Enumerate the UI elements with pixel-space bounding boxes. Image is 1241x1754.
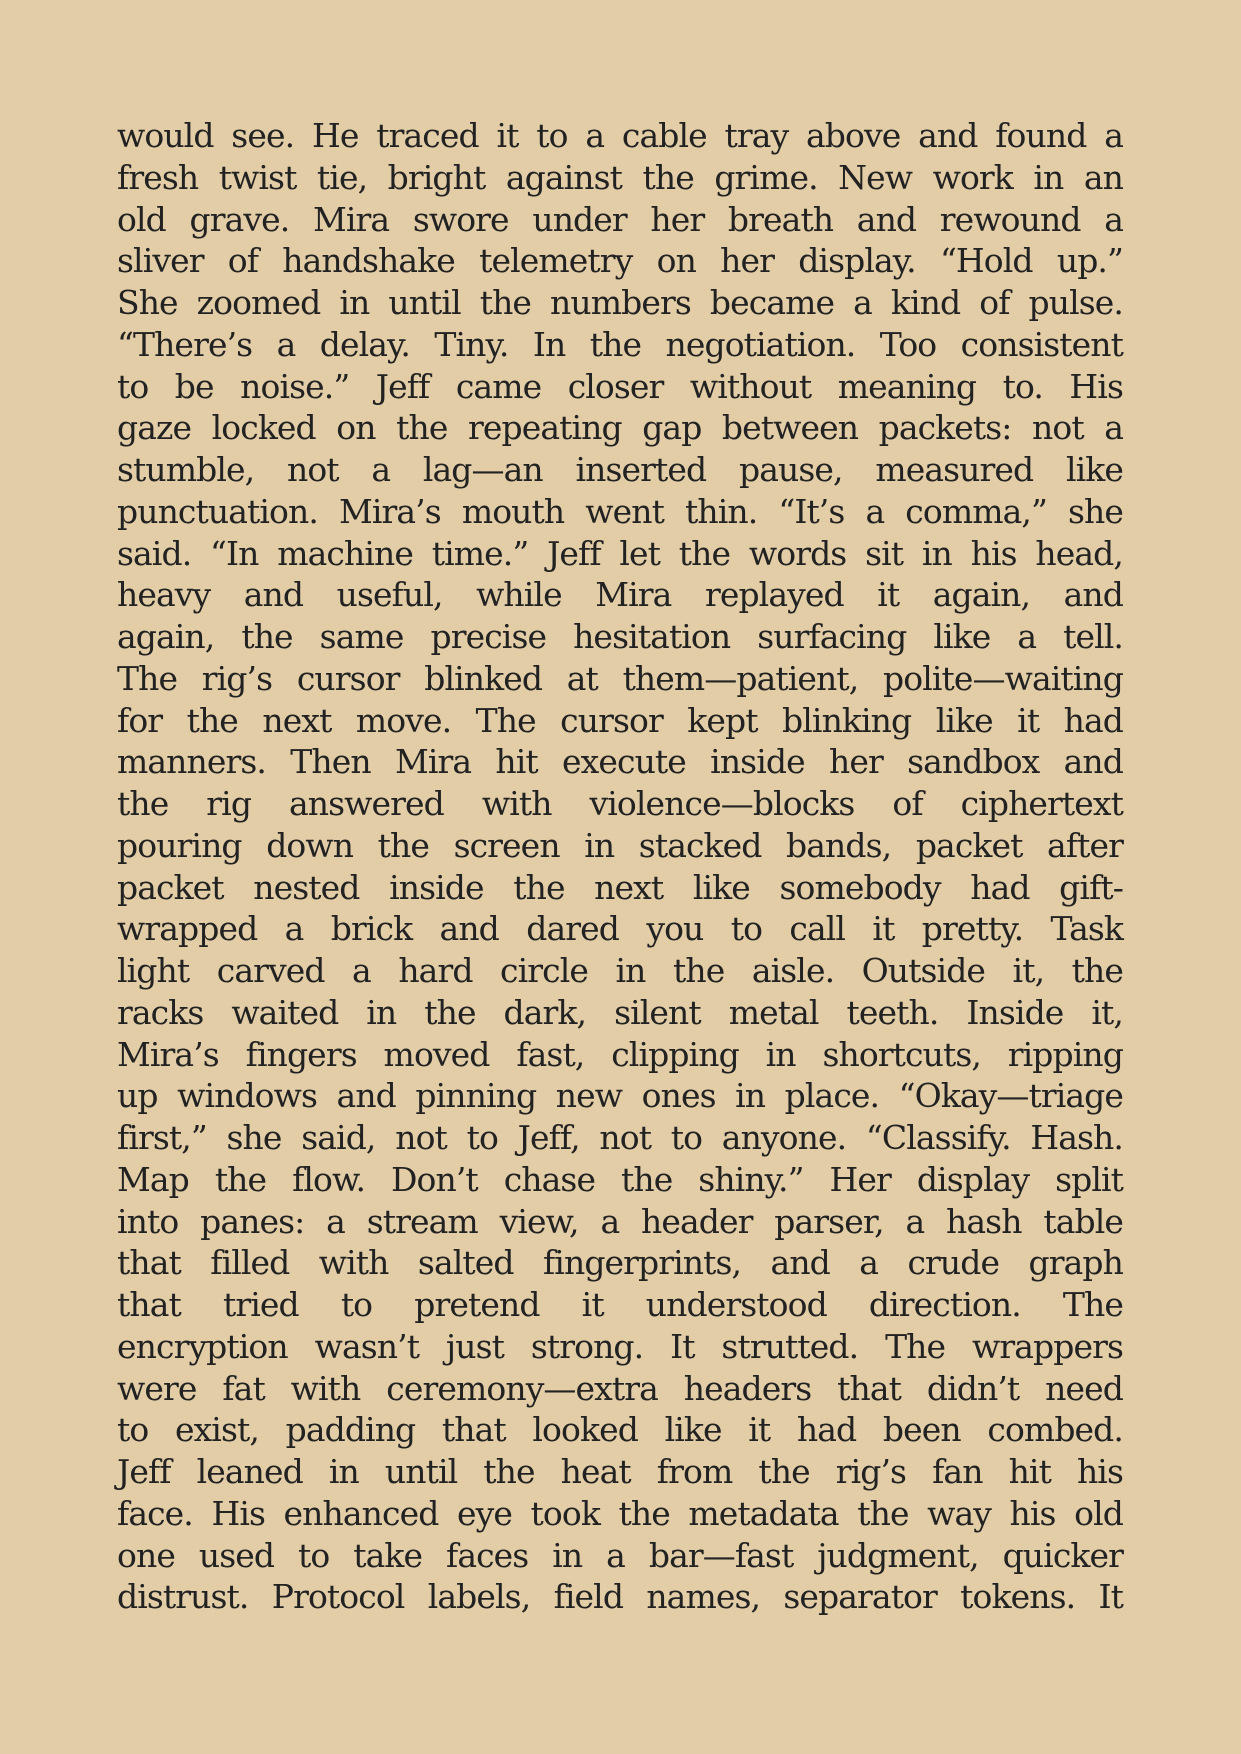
text-line: the rig answered with violence—blocks of ciphertext xyxy=(117,784,1123,823)
text-line: face. His enhanced eye took the metadata the way his old xyxy=(117,1493,1123,1533)
text-line: Jeff leaned in until the heat from the rig’s fan hit his xyxy=(117,1452,1123,1491)
text-line: to exist, padding that looked like it had been combed. xyxy=(117,1410,1123,1450)
text-line: first,” she said, not to Jeff, not to anyone. “Classify. Hash. xyxy=(117,1118,1123,1157)
text-line: light carved a hard circle in the aisle. Outside it, the xyxy=(117,951,1123,990)
text-line: encryption wasn’t just strong. It strutted. The wrappers xyxy=(117,1326,1123,1366)
text-line: old grave. Mira swore under her breath and rewound a xyxy=(117,199,1123,239)
text-line: She zoomed in until the numbers became a kind of pulse. xyxy=(117,283,1123,322)
text-line: manners. Then Mira hit execute inside her sandbox and xyxy=(117,742,1123,782)
text-line: stumble, not a lag—an inserted pause, measured like xyxy=(117,450,1123,489)
text-line: would see. He traced it to a cable tray above and found a xyxy=(117,116,1123,155)
text-line: that tried to pretend it understood direction. The xyxy=(117,1285,1123,1324)
text-line: one used to take faces in a bar—fast judgment, quicker xyxy=(117,1535,1123,1575)
text-line: Mira’s fingers moved fast, clipping in shortcuts, ripping xyxy=(117,1034,1123,1074)
text-line: for the next move. The cursor kept blinking like it had xyxy=(117,700,1123,740)
text-line: into panes: a stream view, a header parser, a hash table xyxy=(117,1201,1123,1241)
text-line: The rig’s cursor blinked at them—patient, polite—waiting xyxy=(117,658,1123,698)
text-line: again, the same precise hesitation surfacing like a tell. xyxy=(117,617,1123,656)
text-line: to be noise.” Jeff came closer without meaning to. His xyxy=(117,366,1123,406)
text-line: gaze locked on the repeating gap between packets: not a xyxy=(117,408,1123,448)
text-line: were fat with ceremony—extra headers that didn’t need xyxy=(117,1368,1123,1408)
text-line: packet nested inside the next like somebody had gift- xyxy=(117,867,1123,907)
text-line: punctuation. Mira’s mouth went thin. “It’s a comma,” she xyxy=(117,491,1123,531)
text-line: sliver of handshake telemetry on her display. “Hold up.” xyxy=(117,241,1123,281)
text-line: said. “In machine time.” Jeff let the words sit in his head, xyxy=(117,533,1123,573)
text-line: wrapped a brick and dared you to call it pretty. Task xyxy=(117,909,1123,949)
text-line: heavy and useful, while Mira replayed it again, and xyxy=(117,575,1123,615)
text-line: pouring down the screen in stacked bands, packet after xyxy=(117,825,1123,865)
text-line: that filled with salted fingerprints, and a crude graph xyxy=(117,1243,1123,1283)
body-text xyxy=(117,115,1123,1618)
text-line: racks waited in the dark, silent metal teeth. Inside it, xyxy=(117,992,1123,1032)
text-line: distrust. Protocol labels, field names, separator tokens. It xyxy=(117,1577,1123,1617)
text-line: “There’s a delay. Tiny. In the negotiation. Too consistent xyxy=(117,324,1123,364)
text-line: fresh twist tie, bright against the grime. New work in an xyxy=(117,157,1123,197)
text-line: Map the flow. Don’t chase the shiny.” Her display split xyxy=(117,1159,1123,1199)
text-line: up windows and pinning new ones in place. “Okay—triage xyxy=(117,1076,1123,1116)
